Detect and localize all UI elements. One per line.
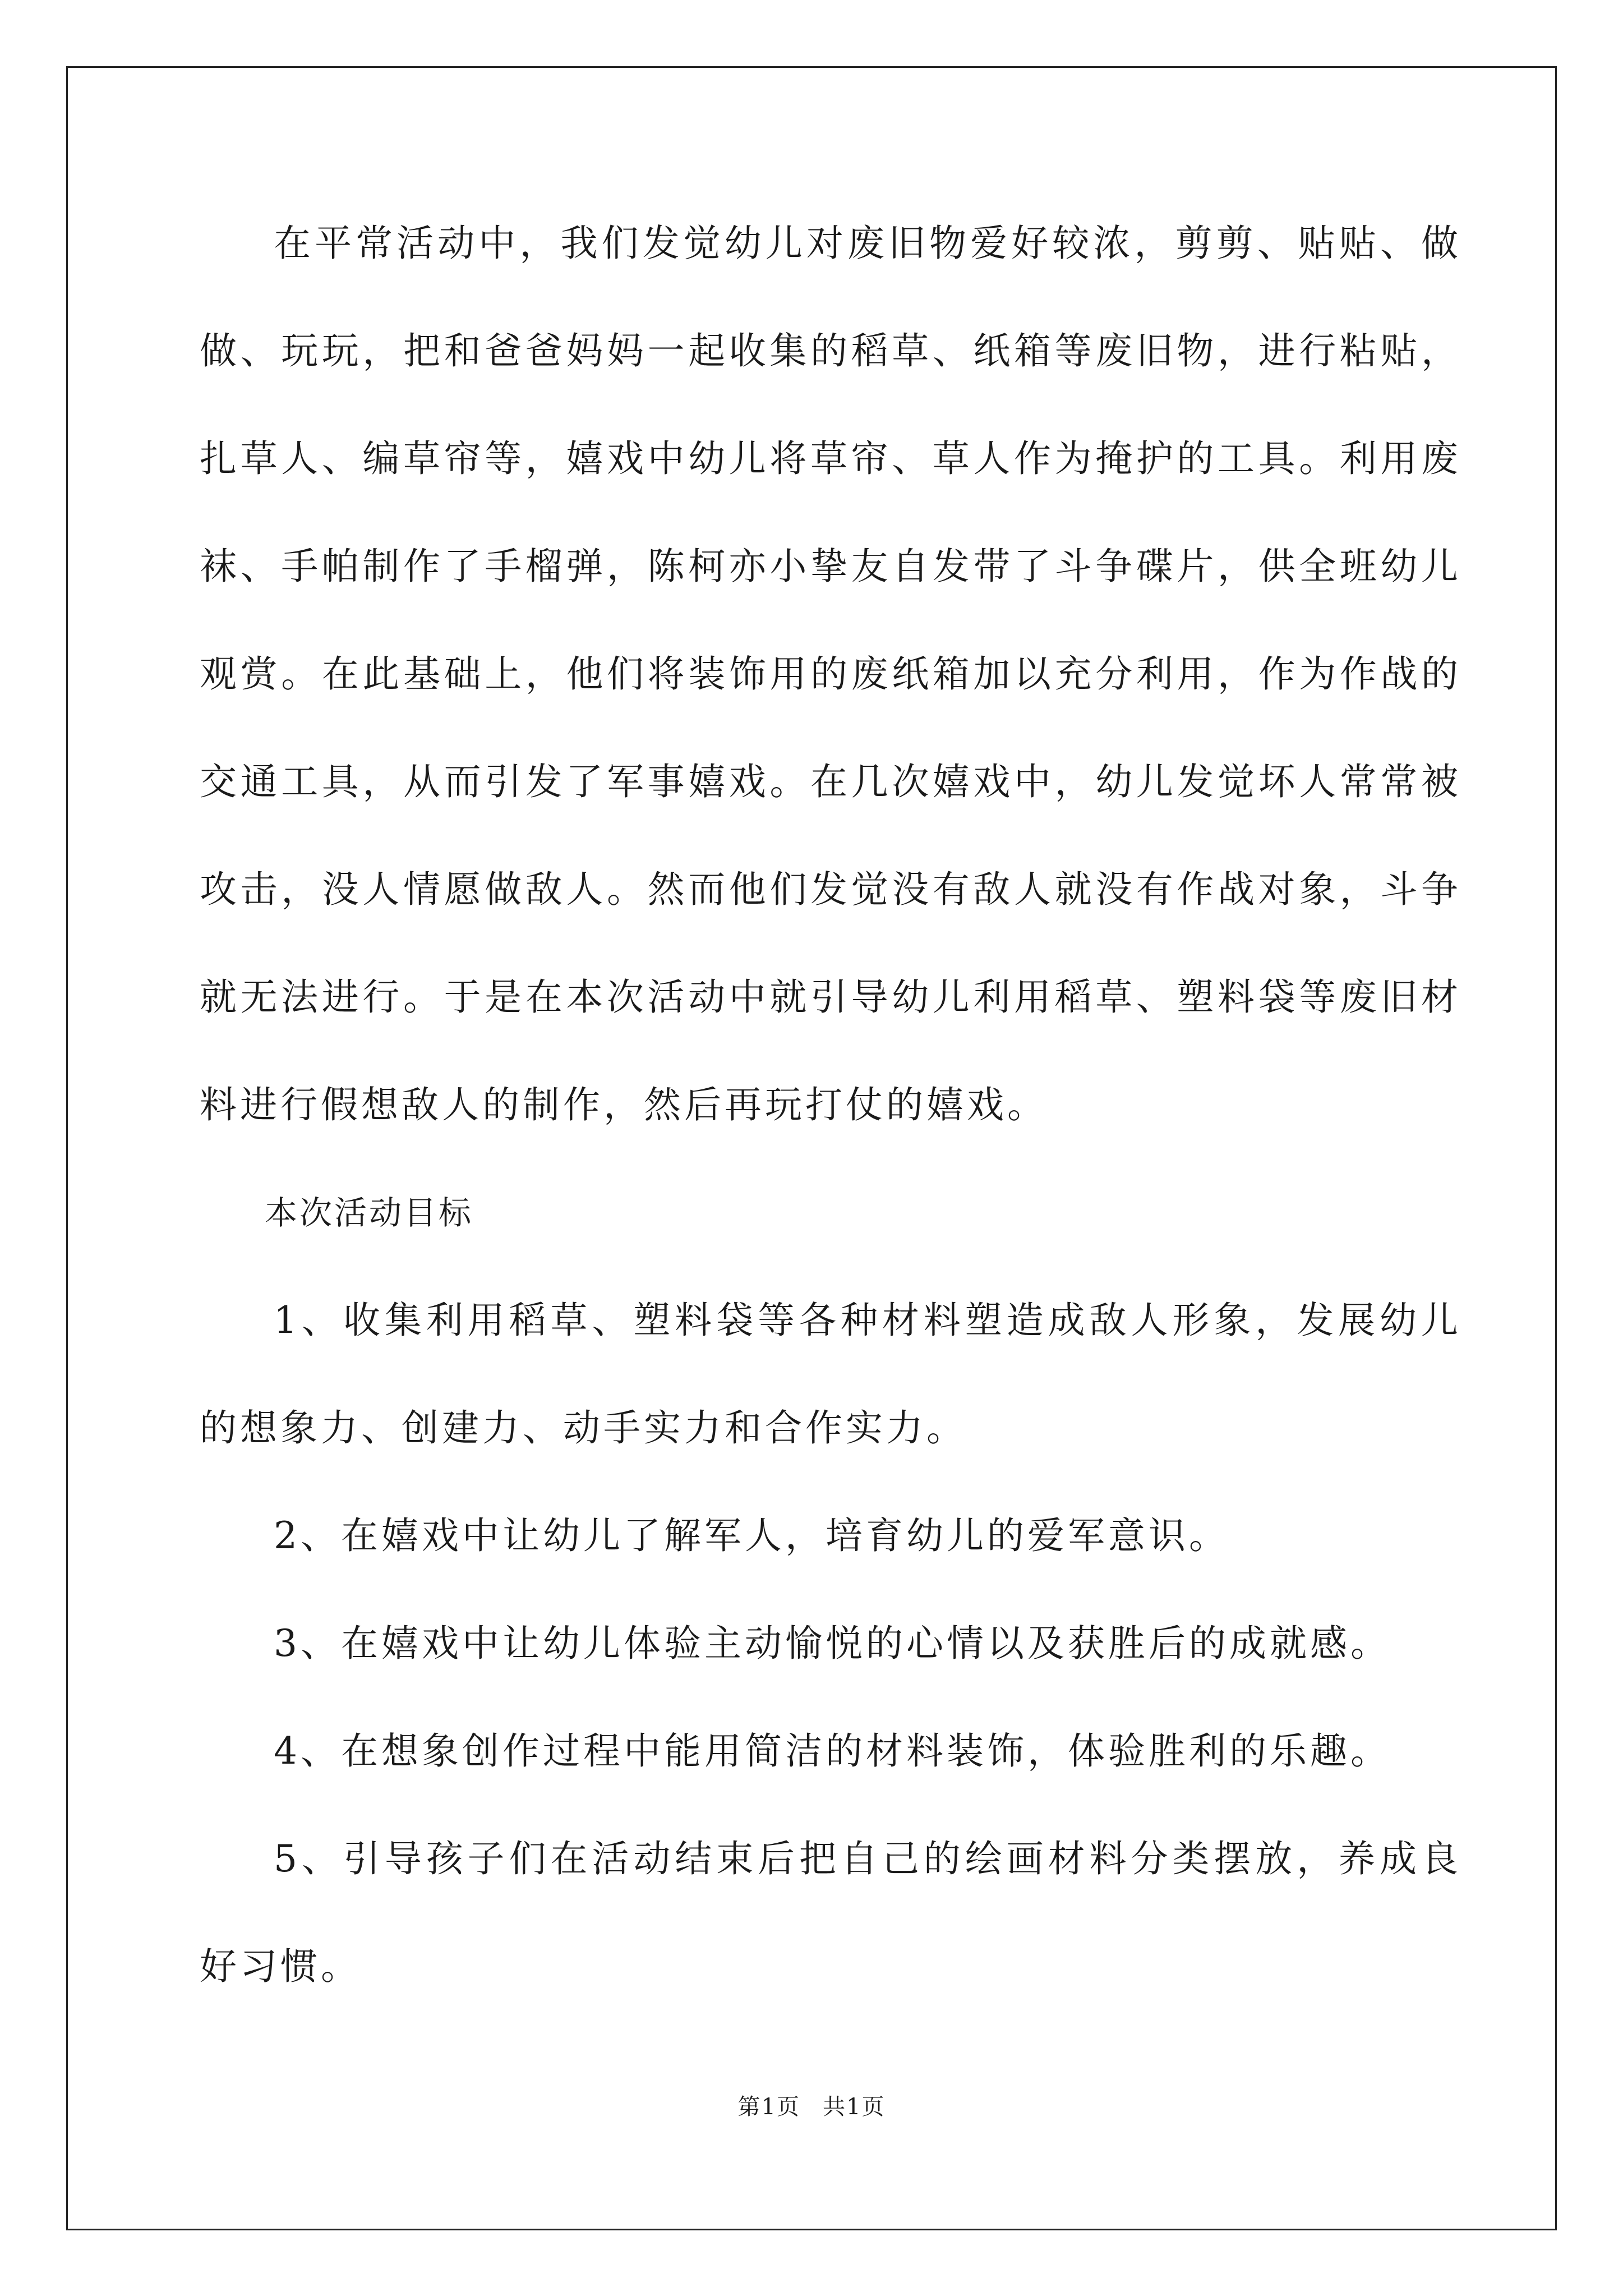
page-total-label: 共1页 bbox=[823, 2094, 886, 2120]
page-footer bbox=[0, 2091, 1623, 2123]
intro-paragraph: 在平常活动中，我们发觉幼儿对废旧物爱好较浓，剪剪、贴贴、做做、玩玩，把和爸爸妈妈一起收集的稻草、纸箱等废旧物，进行粘贴，扎草人、编草帘等，嬉戏中幼儿将草帘、草人作为掩护的工具。利用废袜、手帕制作了手榴弹，陈柯亦小挚友自发带了斗争碟片，供全班幼儿观赏。在此基础上，他们将装饰用的废纸箱加以充分利用，作为作战的交通工具，从而引发了军事嬉戏。在几次嬉戏中，幼儿发觉坏人常常被攻击，没人情愿做敌人。然而他们发觉没有敌人就没有作战对象，斗争就无法进行。于是在本次活动中就引导幼儿利用稻草、塑料袋等废旧材料进行假想敌人的制作，然后再玩打仗的嬉戏。 bbox=[200, 222, 1461, 1126]
goal-item-5: 5、引导孩子们在活动结束后把自己的绘画材料分类摆放，养成良好习惯。 bbox=[200, 1837, 1461, 1988]
goal-item-2: 2、在嬉戏中让幼儿了解军人，培育幼儿的爱军意识。 bbox=[274, 1514, 1229, 1557]
goal-item-3: 3、在嬉戏中让幼儿体验主动愉悦的心情以及获胜后的成就感。 bbox=[274, 1622, 1391, 1665]
page-current-label: 第1页 bbox=[737, 2094, 800, 2120]
goal-item-1: 1、收集利用稻草、塑料袋等各种材料塑造成敌人形象，发展幼儿的想象力、创建力、动手实力和合作实力。 bbox=[200, 1299, 1461, 1450]
goal-item-4: 4、在想象创作过程中能用简洁的材料装饰，体验胜利的乐趣。 bbox=[274, 1729, 1391, 1773]
document-body bbox=[200, 190, 1461, 2021]
section-heading: 本次活动目标 bbox=[265, 1194, 474, 1232]
